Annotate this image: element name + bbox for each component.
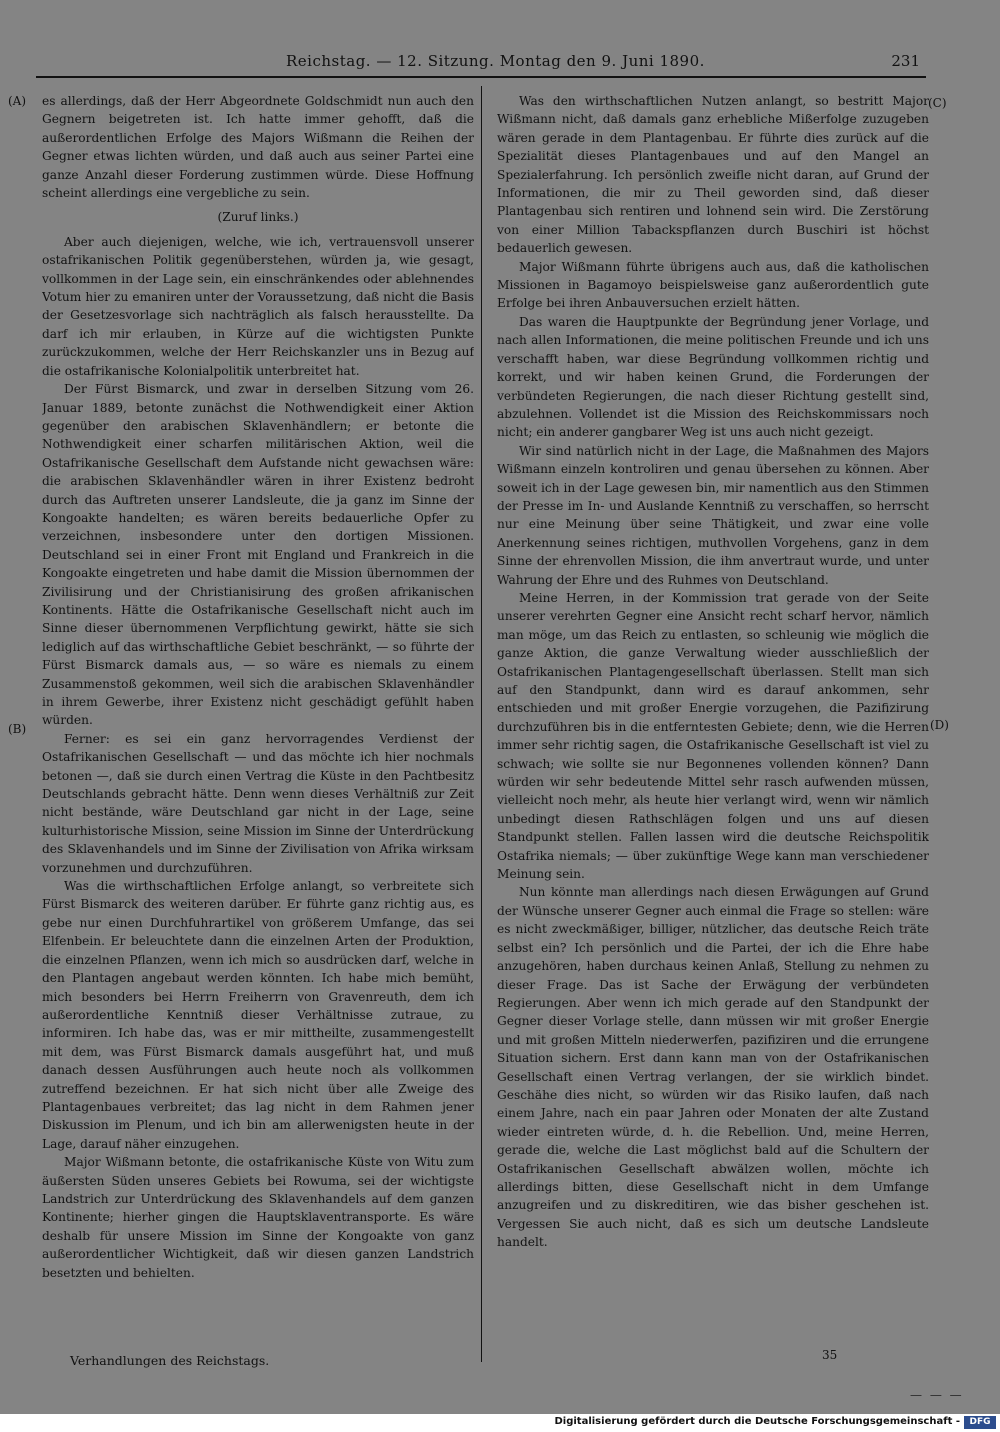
paragraph: Major Wißmann führte übrigens auch aus, daß die katholischen Missionen in Bagamoyo beispielsweise ganz außerordentlich gute Erfolge bei ihren Anbauversuchen erzielt hätten. — [497, 259, 929, 311]
right-column — [497, 92, 929, 1374]
margin-mark-a: (A) — [8, 94, 27, 108]
paragraph: Meine Herren, in der Kommission trat gerade von der Seite unserer verehrten Gegner eine Ansicht recht scharf hervor, nämlich man möge, um das Reich zu entlasten, so schleunig wie möglich die ganze Aktion, die ganze Verwaltung wieder ausschließlich der Ostafrikanischen Plantagengesellschaft überlassen. Stellt man sich auf den Standpunkt, dann wird es darauf ankommen, sehr entschieden und mit großer Energie vorzugehen, die Pazifizirung durchzuführen bis in die entferntesten Gebiete; denn, wie die Herren immer sehr richtig sagen, die Ostafrikanische Gesellschaft ist viel zu schwach; wie sollte sie nur Begonnenes vollenden können? Dann würden wir sehr bedeutende Mittel sehr rasch aufwenden müssen, vielleicht noch mehr, als heute hier verlangt wird, wenn wir nämlich unbedingt diesen Rathschlägen folgen und uns auf diesen Standpunkt stellen. Fallen lassen wird die deutsche Reichspolitik Ostafrika niemals; — über zukünftige Wege kann man verschiedener Meinung sein. — [497, 590, 929, 882]
footer-source: Verhandlungen des Reichstags. — [70, 1353, 270, 1368]
credit-text: Digitalisierung gefördert durch die Deutsche Forschungsgemeinschaft - — [554, 1416, 960, 1427]
sheet-signature: 35 — [822, 1348, 838, 1362]
paragraph: Major Wißmann betonte, die ostafrikanische Küste von Witu zum äußersten Süden unseres Gebiets bei Rowuma, sei der wichtigste Landstrich zur Unterdrückung des Sklavenhandels auf dem ganzen Kontinente; hierher gingen die Hauptsklaventransporte. Es wäre deshalb für unsere Mission im Sinne der Kongoakte von ganz außerordentlicher Wichtigkeit, daß wir diesen ganzen Landstrich besetzten und behielten. — [42, 1155, 474, 1280]
paragraph: Was den wirthschaftlichen Nutzen anlangt, so bestritt Major Wißmann nicht, daß damals ganz erhebliche Mißerfolge zuzugeben wären gerade in dem Plantagenbau. Er führte dies zurück auf die Spezialität dieses Plantagenbaues und auf den Mangel an Spezialerfahrung. Ich persönlich zweifle nicht daran, auf Grund der Informationen, die mir zu Theil geworden sind, daß dieser Plantagenbau sich rentiren und lohnend sein wird. Die Zerstörung von einer Million Tabackspflanzen durch Buschiri ist höchst bedauerlich gewesen. — [497, 94, 929, 256]
paragraph: es allerdings, daß der Herr Abgeordnete Goldschmidt nun auch den Gegnern beigetreten ist. Ich hatte immer gehofft, daß die außerordentlichen Erfolge des Majors Wißmann die Reihen der Gegner etwas lichten würden, und daß auch aus seiner Partei eine ganze Anzahl dieser Forderung zustimmen würde. Diese Hoffnung scheint allerdings eine vergebliche zu sein. — [42, 94, 474, 201]
column-divider — [481, 86, 482, 1362]
paragraph: Wir sind natürlich nicht in der Lage, die Maßnahmen des Majors Wißmann einzeln kontroliren und genau übersehen zu können. Aber soweit ich in der Lage gewesen bin, mir namentlich aus den Stimmen der Presse im In- und Auslande Kenntniß zu verschaffen, so herrscht nur eine Meinung über seine Thätigkeit, und zwar eine volle Anerkennung seines richtigen, muthvollen Vorgehens, ganz in dem Sinne der ehrenvollen Mission, die ihm anvertraut wurde, und unter Wahrung der Ehre und des Ruhmes von Deutschland. — [497, 443, 929, 587]
page-header — [36, 50, 926, 78]
interjection: (Zuruf links.) — [217, 210, 299, 225]
credit-bar — [0, 1414, 1000, 1432]
page-number: 231 — [891, 52, 920, 70]
dfg-logo-icon: DFG — [964, 1416, 996, 1429]
paragraph: Nun könnte man allerdings nach diesen Erwägungen auf Grund der Wünsche unserer Gegner auch einmal die Frage so stellen: wäre es nicht zweckmäßiger, billiger, nützlicher, das deutsche Reich träte selbst ein? Ich persönlich und die Partei, der ich die Ehre habe anzugehören, haben durchaus keinen Anlaß, Stellung zu nehmen zu dieser Frage. Das ist Sache der Erwägung der verbündeten Regierungen. Aber wenn ich mich gerade auf den Standpunkt der Gegner dieser Vorlage stelle, dann müssen wir mit großer Energie und mit großen Mitteln niederwerfen, pazifiziren und die errungene Situation sichern. Erst dann kann man von der Ostafrikanischen Gesellschaft einen Vertrag verlangen, der sie wirklich bindet. Geschähe dies nicht, so würden wir das Risiko laufen, daß nach einem Jahre, nach ein paar Jahren oder Monaten der alte Zustand wieder eintreten würde, d. h. die Rebellion. Und, meine Herren, gerade die, welche die Last möglichst bald auf die Schultern der Ostafrikanischen Gesellschaft abwälzen wollen, möchte ich allerdings bitten, diese Gesellschaft nicht in dem Umfange anzugreifen und zu diskreditiren, wie das bisher geschehen ist. Vergessen Sie auch nicht, daß es sich um deutsche Landsleute handelt. — [497, 885, 929, 1250]
paragraph: Aber auch diejenigen, welche, wie ich, vertrauensvoll unserer ostafrikanischen Politik gegenüberstehen, würden ja, wie gesagt, vollkommen in der Lage sein, ein einschränkendes oder ablehnendes Votum hier zu emaniren unter der Voraussetzung, daß nicht die Basis der Gesetzesvorlage sich nachträglich als falsch herausstellte. Da darf ich mir erlauben, in Kürze auf die wichtigsten Punkte zurückzukommen, welche der Herr Reichskanzler uns in Bezug auf die ostafrikanische Kolonialpolitik unterbreitet hat. — [42, 234, 474, 378]
header-title: Reichstag. — 12. Sitzung. Montag den 9. Juni 1890. — [286, 52, 705, 70]
margin-mark-b: (B) — [8, 722, 27, 736]
left-column — [42, 92, 474, 1374]
paragraph: Was die wirthschaftlichen Erfolge anlangt, so verbreitete sich Fürst Bismarck des weiteren darüber. Er führte ganz richtig aus, es gebe nur einen Durchfuhrartikel von größerem Umfange, das sei Elfenbein. Er beleuchtete dann die einzelnen Arten der Produktion, die einzelnen Pflanzen, wenn ich mich so ausdrücken darf, welche in den Plantagen angebaut werden könnten. Ich habe mich bemüht, mich besonders bei Herrn Freiherrn von Gravenreuth, dem ich außerordentliche Kenntniß dieser Verhältnisse zutraue, zu informiren. Ich habe das, was er mir mittheilte, zusammengestellt mit dem, was Fürst Bismarck damals ausgeführt hat, und muß danach dessen Ausführungen auch heute noch als vollkommen zutreffend bezeichnen. Er hat sich nicht über alle Zweige des Plantagenbaues verbreitet; das lag nicht in dem Rahmen jener Diskussion im Plenum, und ich bin am allerwenigsten heute in der Lage, darauf näher einzugehen. — [42, 879, 474, 1151]
paragraph: Das waren die Hauptpunkte der Begründung jener Vorlage, und nach allen Informationen, die meine politischen Freunde und ich uns verschafft haben, war diese Begründung vollkommen richtig und korrekt, und wir haben keinen Grund, die Forderungen der verbündeten Regierungen, die nach dieser Richtung gestellt sind, abzulehnen. Vollendet ist die Mission des Reichskommissars noch nicht; ein anderer gangbarer Weg ist uns auch nicht gezeigt. — [497, 314, 929, 440]
paragraph: Der Fürst Bismarck, und zwar in derselben Sitzung vom 26. Januar 1889, betonte zunächst die Nothwendigkeit einer Aktion gegenüber den arabischen Sklavenhändlern; er betonte die Nothwendigkeit einer scharfen militärischen Aktion, weil die Ostafrikanische Gesellschaft dem Aufstande nicht gewachsen wäre: die arabischen Sklavenhändler wären in ihrer Existenz bedroht durch das Auftreten unserer Landsleute, die ja ganz im Sinne der Kongoakte handelten; es wären bereits bedauerliche Opfer zu verzeichnen, insbesondere unter den dortigen Missionen. Deutschland sei in einer Front mit England und Frankreich in die Kongoakte eingetreten und habe damit die Mission übernommen der Zivilisirung und der Christianisirung des großen afrikanischen Kontinents. Hätte die Ostafrikanische Gesellschaft nicht auch im Sinne dieser übernommenen Verpflichtung gewirkt, hätte sie sich lediglich auf das wirthschaftliche Gebiet beschränkt, — so führte der Fürst Bismarck damals aus, — so wäre es niemals zu einem Zusammenstoß gekommen, weil sich die arabischen Sklavenhändler in ihrem Gewerbe, ihrer Existenz nicht geschädigt gefühlt haben würden. — [42, 382, 474, 728]
paragraph: Ferner: es sei ein ganz hervorragendes Verdienst der Ostafrikanischen Gesellschaft — und das möchte ich hier nochmals betonen —, daß sie durch einen Vertrag die Küste in den Pachtbesitz Deutschlands gebracht hätte. Denn wenn dieses Verhältniß zur Zeit nicht bestände, wäre Deutschland gar nicht in der Lage, seine kulturhistorische Mission, seine Mission im Sinne der Unterdrückung des Sklavenhandels und im Sinne der Zivilisation von Afrika wirksam vorzunehmen und durchzuführen. — [42, 731, 474, 875]
edge-marks: — — — — [910, 1388, 964, 1402]
margin-mark-d: (D) — [930, 718, 949, 732]
margin-mark-c: (C) — [928, 96, 947, 110]
